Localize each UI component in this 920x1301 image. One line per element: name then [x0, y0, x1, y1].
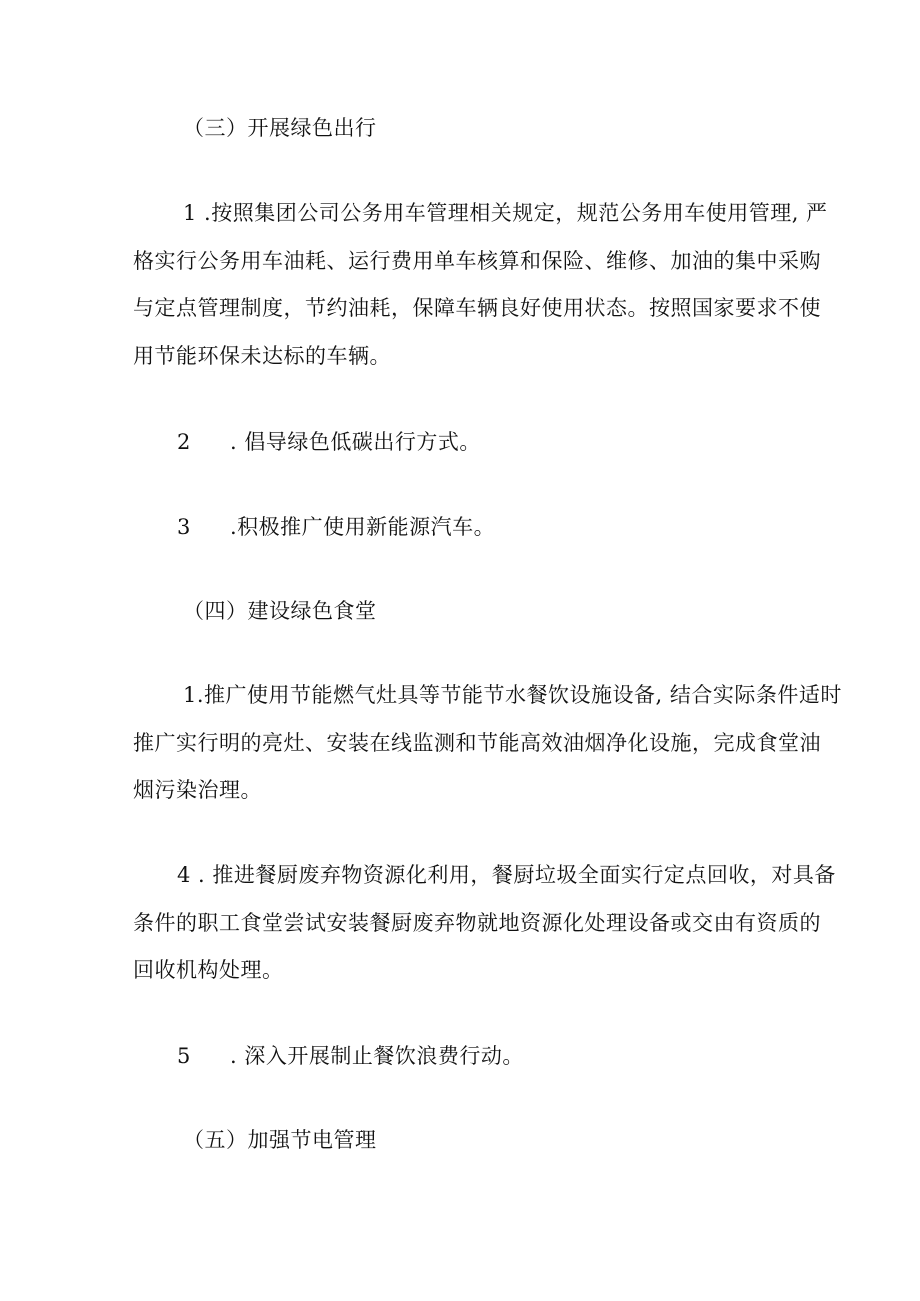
list-item-text: . 倡导绿色低碳出行方式。 [230, 430, 481, 454]
paragraph-line: 4 . 推进餐厨废弃物资源化利用，餐厨垃圾全面实行定点回收，对具备 [177, 863, 836, 887]
paragraph-line: 1.推广使用节能燃气灶具等节能节水餐饮设施设备, 结合实际条件适时 [183, 683, 842, 707]
paragraph-line: 1 .按照集团公司公务用车管理相关规定，规范公务用车使用管理, 严 [183, 201, 828, 225]
paragraph-line: 推广实行明的亮灶、安装在线监测和节能高效油烟净化设施，完成食堂油 [133, 731, 821, 755]
section-heading-green-canteen: （四）建设绿色食堂 [183, 599, 377, 623]
list-item-number: 3 [177, 515, 191, 539]
paragraph-line: 烟污染治理。 [133, 778, 262, 802]
list-item-text: .积极推广使用新能源汽车。 [230, 515, 496, 539]
list-item-number: 5 [177, 1044, 191, 1068]
paragraph-line: 与定点管理制度，节约油耗，保障车辆良好使用状态。按照国家要求不使 [133, 296, 821, 320]
paragraph-line: 用节能环保未达标的车辆。 [133, 344, 391, 368]
list-item-number: 2 [177, 430, 191, 454]
section-heading-green-travel: （三）开展绿色出行 [183, 116, 377, 140]
paragraph-line: 格实行公务用车油耗、运行费用单车核算和保险、维修、加油的集中采购 [133, 249, 821, 273]
list-item-text: . 深入开展制止餐饮浪费行动。 [230, 1044, 524, 1068]
section-heading-power-saving: （五）加强节电管理 [183, 1128, 377, 1152]
paragraph-line: 条件的职工食堂尝试安装餐厨废弃物就地资源化处理设备或交由有资质的 [133, 911, 821, 935]
paragraph-line: 回收机构处理。 [133, 958, 284, 982]
